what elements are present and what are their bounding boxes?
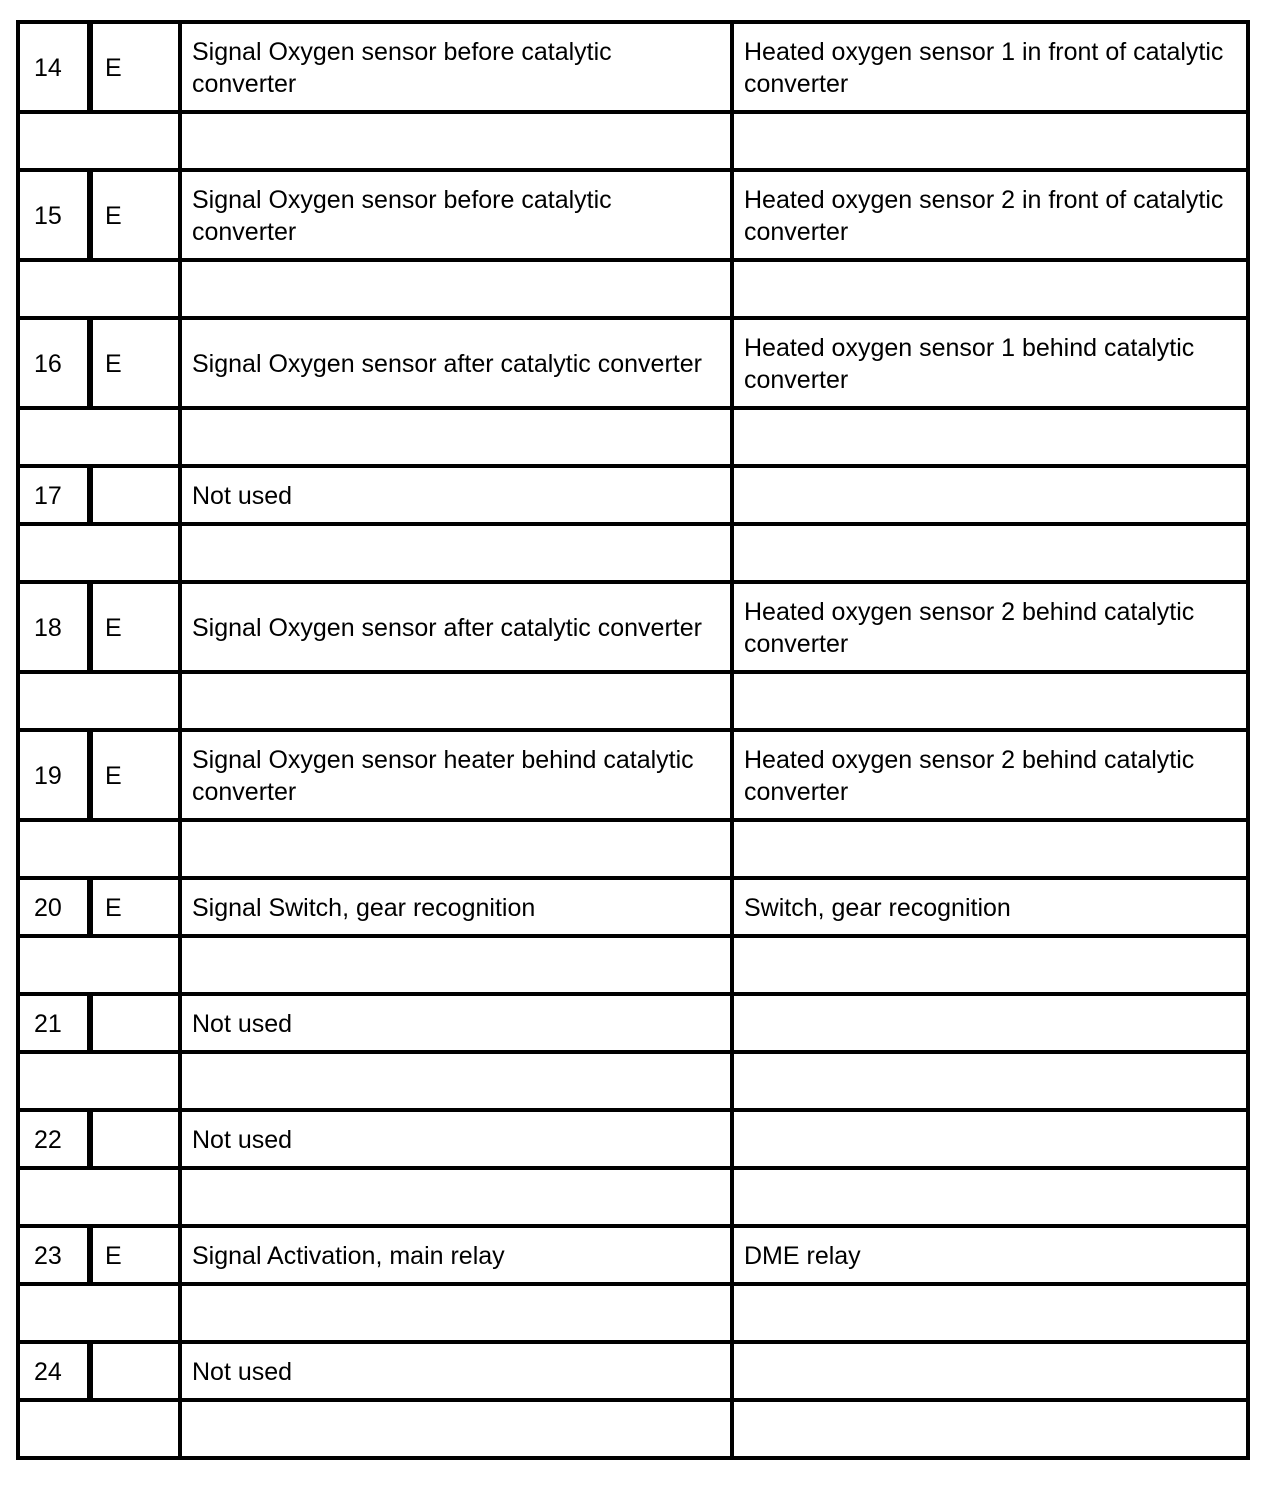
pin-type: E (90, 878, 180, 936)
spacer-row (18, 1284, 1248, 1342)
component-description: Heated oxygen sensor 2 behind catalytic converter (732, 730, 1248, 820)
signal-description: Not used (180, 994, 732, 1052)
component-description: Heated oxygen sensor 2 behind catalytic converter (732, 582, 1248, 672)
signal-description: Signal Oxygen sensor before catalytic converter (180, 22, 732, 112)
pin-type (90, 1110, 180, 1168)
component-description: Heated oxygen sensor 2 in front of catalytic converter (732, 170, 1248, 260)
component-description (732, 1110, 1248, 1168)
component-description (732, 1342, 1248, 1400)
table-row (18, 994, 1248, 1052)
signal-description: Signal Oxygen sensor after catalytic converter (180, 582, 732, 672)
table-row (18, 466, 1248, 524)
spacer-row (18, 408, 1248, 466)
pin-number: 19 (18, 730, 90, 820)
spacer-row (18, 524, 1248, 582)
signal-description: Signal Oxygen sensor heater behind catalytic converter (180, 730, 732, 820)
pin-number: 23 (18, 1226, 90, 1284)
component-description (732, 466, 1248, 524)
pin-type (90, 994, 180, 1052)
pin-type: E (90, 582, 180, 672)
pin-number: 17 (18, 466, 90, 524)
spacer-row (18, 820, 1248, 878)
pin-type: E (90, 22, 180, 112)
signal-description: Signal Oxygen sensor before catalytic converter (180, 170, 732, 260)
table-row (18, 1342, 1248, 1400)
spacer-row (18, 1168, 1248, 1226)
signal-description: Not used (180, 1110, 732, 1168)
pin-number: 15 (18, 170, 90, 260)
spacer-row (18, 672, 1248, 730)
signal-description: Signal Oxygen sensor after catalytic converter (180, 318, 732, 408)
pin-type: E (90, 1226, 180, 1284)
signal-description: Signal Activation, main relay (180, 1226, 732, 1284)
table-row (18, 170, 1248, 260)
spacer-row (18, 260, 1248, 318)
component-description: DME relay (732, 1226, 1248, 1284)
spacer-row (18, 936, 1248, 994)
pin-number: 14 (18, 22, 90, 112)
pin-assignment-table (16, 20, 1250, 1460)
pin-type (90, 1342, 180, 1400)
component-description: Heated oxygen sensor 1 in front of catalytic converter (732, 22, 1248, 112)
table-row (18, 1110, 1248, 1168)
table-row (18, 22, 1248, 112)
pin-type: E (90, 170, 180, 260)
signal-description: Not used (180, 1342, 732, 1400)
pin-number: 22 (18, 1110, 90, 1168)
pin-type (90, 466, 180, 524)
spacer-row (18, 112, 1248, 170)
signal-description: Not used (180, 466, 732, 524)
pin-number: 20 (18, 878, 90, 936)
table-row (18, 878, 1248, 936)
component-description: Switch, gear recognition (732, 878, 1248, 936)
pin-number: 16 (18, 318, 90, 408)
pin-type: E (90, 318, 180, 408)
signal-description: Signal Switch, gear recognition (180, 878, 732, 936)
table-row (18, 1226, 1248, 1284)
table-row (18, 730, 1248, 820)
table-row (18, 582, 1248, 672)
pin-number: 21 (18, 994, 90, 1052)
pin-number: 24 (18, 1342, 90, 1400)
component-description (732, 994, 1248, 1052)
pin-number: 18 (18, 582, 90, 672)
component-description: Heated oxygen sensor 1 behind catalytic converter (732, 318, 1248, 408)
table-row (18, 318, 1248, 408)
spacer-row (18, 1400, 1248, 1458)
spacer-row (18, 1052, 1248, 1110)
pin-type: E (90, 730, 180, 820)
